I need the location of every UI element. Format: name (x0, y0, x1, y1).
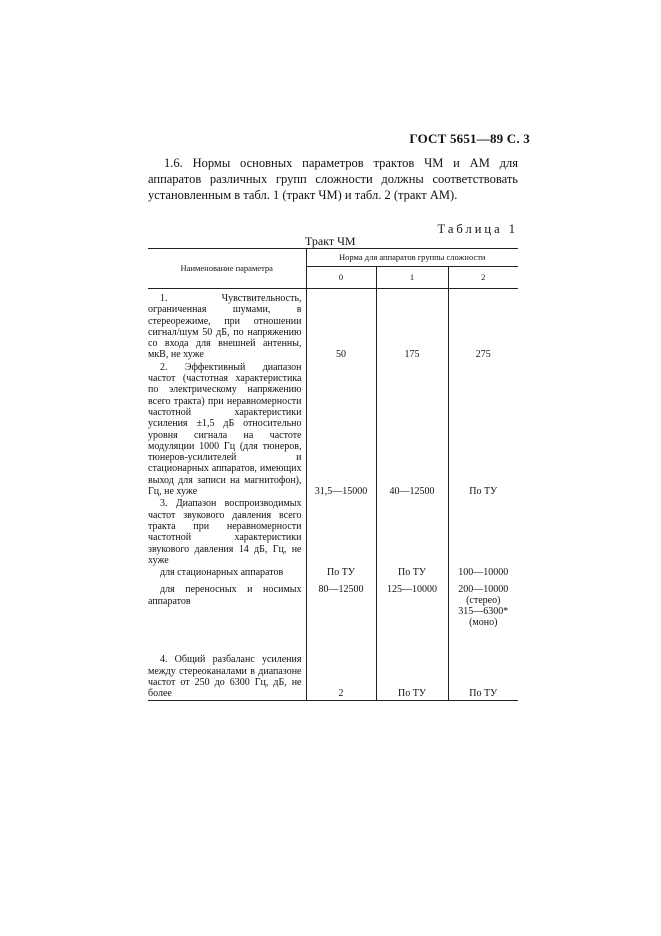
table-row (148, 566, 518, 578)
value-group-1: По ТУ (376, 566, 448, 578)
header-parameter-name: Наименование параметра (148, 249, 306, 289)
param-sensitivity: 1. Чувствительность, ограниченная шумами, в стереорежиме, при отношении сигнал/шум 50 дБ, по напряжению со входа для внешней антенны, мкВ, не хуже (148, 293, 302, 361)
header-group-2: 2 (448, 266, 518, 288)
note-stereo: (стерео) (466, 595, 501, 607)
value-group-1: 175 (376, 289, 448, 361)
intro-text: 1.6. Нормы основных параметров трактов ЧМ и АМ для аппаратов различных групп сложности должны соответствовать установленным в табл. 1 (тракт ЧМ) и табл. 2 (тракт АМ). (148, 156, 518, 202)
table-row (148, 497, 518, 566)
value-group-2-stack (448, 578, 518, 640)
header-norm: Норма для аппаратов группы сложности (306, 249, 518, 267)
value-group-0: 80—12500 (306, 578, 376, 640)
table-subtitle: Тракт ЧМ (305, 234, 356, 248)
header-group-0: 0 (306, 266, 376, 288)
parameters-table (148, 248, 518, 701)
value-group-2 (448, 497, 518, 566)
value-group-1: 40—12500 (376, 361, 448, 498)
param-frequency-range: 2. Эффективный диапазон частот (частотная характеристика по электрическому напряжению всего тракта) при неравномерности частотной характеристики усиления ±1,5 дБ относительно уровня сигнала на частоте модуляции 1000 Гц (для тюнеров, тюнеров-усилителей и стационарных аппаратов, имеющих выход для записи на магнитофон), Гц, не хуже (148, 361, 302, 498)
value-group-2: 100—10000 (448, 566, 518, 578)
value-group-1: По ТУ (376, 640, 448, 700)
value-group-0 (306, 497, 376, 566)
table-row (148, 361, 518, 498)
note-mono: (моно) (469, 617, 498, 629)
value-group-0: 50 (306, 289, 376, 361)
value-group-1: 125—10000 (376, 578, 448, 640)
param-portable: для переносных и носимых аппаратов (148, 584, 302, 607)
table-caption: Таблица 1 (437, 222, 518, 236)
param-balance: 4. Общий разбаланс усиления между стереоканалами в диапазоне частот от 250 до 6300 Гц, дБ, не более (148, 640, 306, 700)
table-row (148, 289, 518, 361)
table-row (148, 578, 518, 640)
value-group-0: 31,5—15000 (306, 361, 376, 498)
value-group-2: 275 (448, 289, 518, 361)
header-group-1: 1 (376, 266, 448, 288)
value-group-1 (376, 497, 448, 566)
intro-paragraph (148, 155, 518, 203)
value-stereo: 200—10000 (458, 584, 509, 596)
param-stationary: для стационарных аппаратов (160, 567, 284, 579)
value-group-0: 2 (306, 640, 376, 700)
value-group-2: По ТУ (448, 640, 518, 700)
value-group-2: По ТУ (448, 361, 518, 498)
table-row (148, 640, 518, 700)
page-header: ГОСТ 5651—89 С. 3 (409, 131, 530, 146)
value-group-0: По ТУ (306, 566, 376, 578)
param-reproduced-range: 3. Диапазон воспроизводимых частот звукового давления всего тракта при неравномерности частотной характеристики звукового давления 14 дБ, Гц, не хуже (148, 498, 302, 566)
value-mono: 315—6300* (458, 606, 509, 618)
